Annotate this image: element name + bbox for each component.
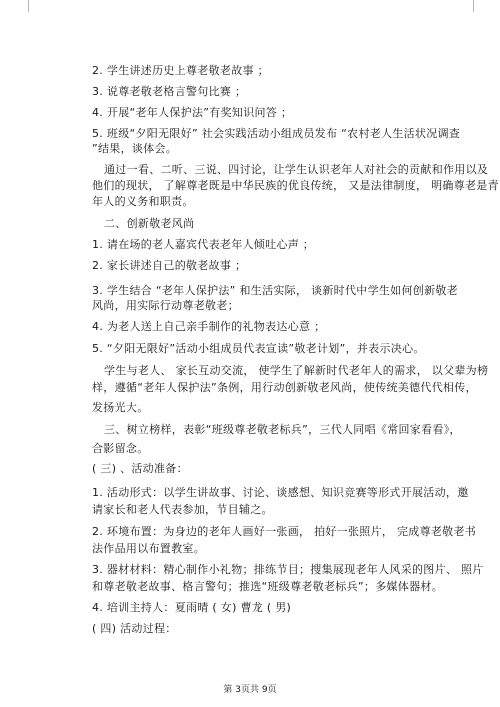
section-heading: ( 四) 活动过程：	[92, 622, 177, 635]
paragraph-line: 发扬光大。	[92, 401, 149, 414]
paragraph-line: 学生与老人、 家长互动交流， 使学生了解新时代老年人的需求， 以父辈为榜	[104, 364, 489, 377]
list-item: 2. 环境布置：为身边的老年人画好一张画， 拍好一张照片， 完成尊老敬老书	[92, 525, 477, 538]
list-item: 3. 学生结合 “老年人保护法” 和生活实际， 谈新时代中学生如何创新敬老	[92, 284, 458, 297]
page-number-footer: 第 3页共 9页	[223, 685, 277, 695]
page-frame-right	[473, 0, 474, 12]
list-item: 4. 开展“老年人保护法”有奖知识问答 ；	[92, 106, 293, 119]
list-item: 1. 活动形式：以学生讲故事、讨论、谈感想、知识竞赛等形式开展活动，邀	[92, 486, 469, 499]
paragraph-line: 样，遵循“老年人保护法”条例，用行动创新敬老风尚，使传统美德代代相传，	[92, 381, 477, 394]
list-item: 2. 家长讲述自己的敬老故事 ；	[92, 259, 247, 272]
list-item: 5. 班级“夕阳无限好” 社会实践活动小组成员发布 “农村老人生活状况调查	[92, 127, 461, 140]
paragraph-line: 他们的现状， 了解尊老既是中华民族的优良传统， 又是法律制度， 明确尊老是青	[92, 179, 499, 192]
list-item: 2. 学生讲述历史上尊老敬老故事 ；	[92, 64, 269, 77]
paragraph-line: 合影留念。	[92, 442, 149, 455]
section-heading: 二、创新敬老风尚	[104, 217, 195, 230]
paragraph-line: 请家长和老人代表参加，节目辅之。	[92, 503, 273, 516]
paragraph-line: 年人的义务和职责。	[92, 195, 194, 208]
paragraph-line: 法作品用以布置教室。	[92, 542, 205, 555]
list-item: 4. 培训主持人：夏雨晴 ( 女) 曹龙 ( 男)	[92, 601, 292, 614]
paragraph-line: ”结果，谈体会。	[92, 142, 178, 155]
list-item: 4. 为老人送上自己亲手制作的礼物表达心意 ；	[92, 320, 326, 333]
list-item: 3. 说尊老敬老格言警句比赛 ；	[92, 85, 247, 98]
paragraph-line: 和尊老敬老故事、格言警句；推选“班级尊老敬老标兵”；多媒体器材。	[92, 580, 443, 593]
page-frame-left	[28, 0, 29, 12]
paragraph-line: 通过一看、二听、三说、四讨论，让学生认识老年人对社会的贡献和作用以及	[104, 163, 489, 176]
list-item: 3. 器材材料：精心制作小礼物；排练节目；搜集展现老年人风采的图片、 照片	[92, 563, 484, 576]
list-item: 5. “夕阳无限好”活动小组成员代表宣读”敬老计划”，并表示决心。	[92, 342, 425, 355]
list-item: 1. 请在场的老人嘉宾代表老年人倾吐心声 ；	[92, 238, 315, 251]
paragraph-line: 风尚，用实际行动尊老敬老；	[92, 299, 239, 312]
section-heading: ( 三) 、活动准备：	[92, 462, 188, 475]
paragraph-line: 三、树立榜样，表彰“班级尊老敬老标兵”，三代人同唱《常回家看看》，	[104, 423, 461, 436]
